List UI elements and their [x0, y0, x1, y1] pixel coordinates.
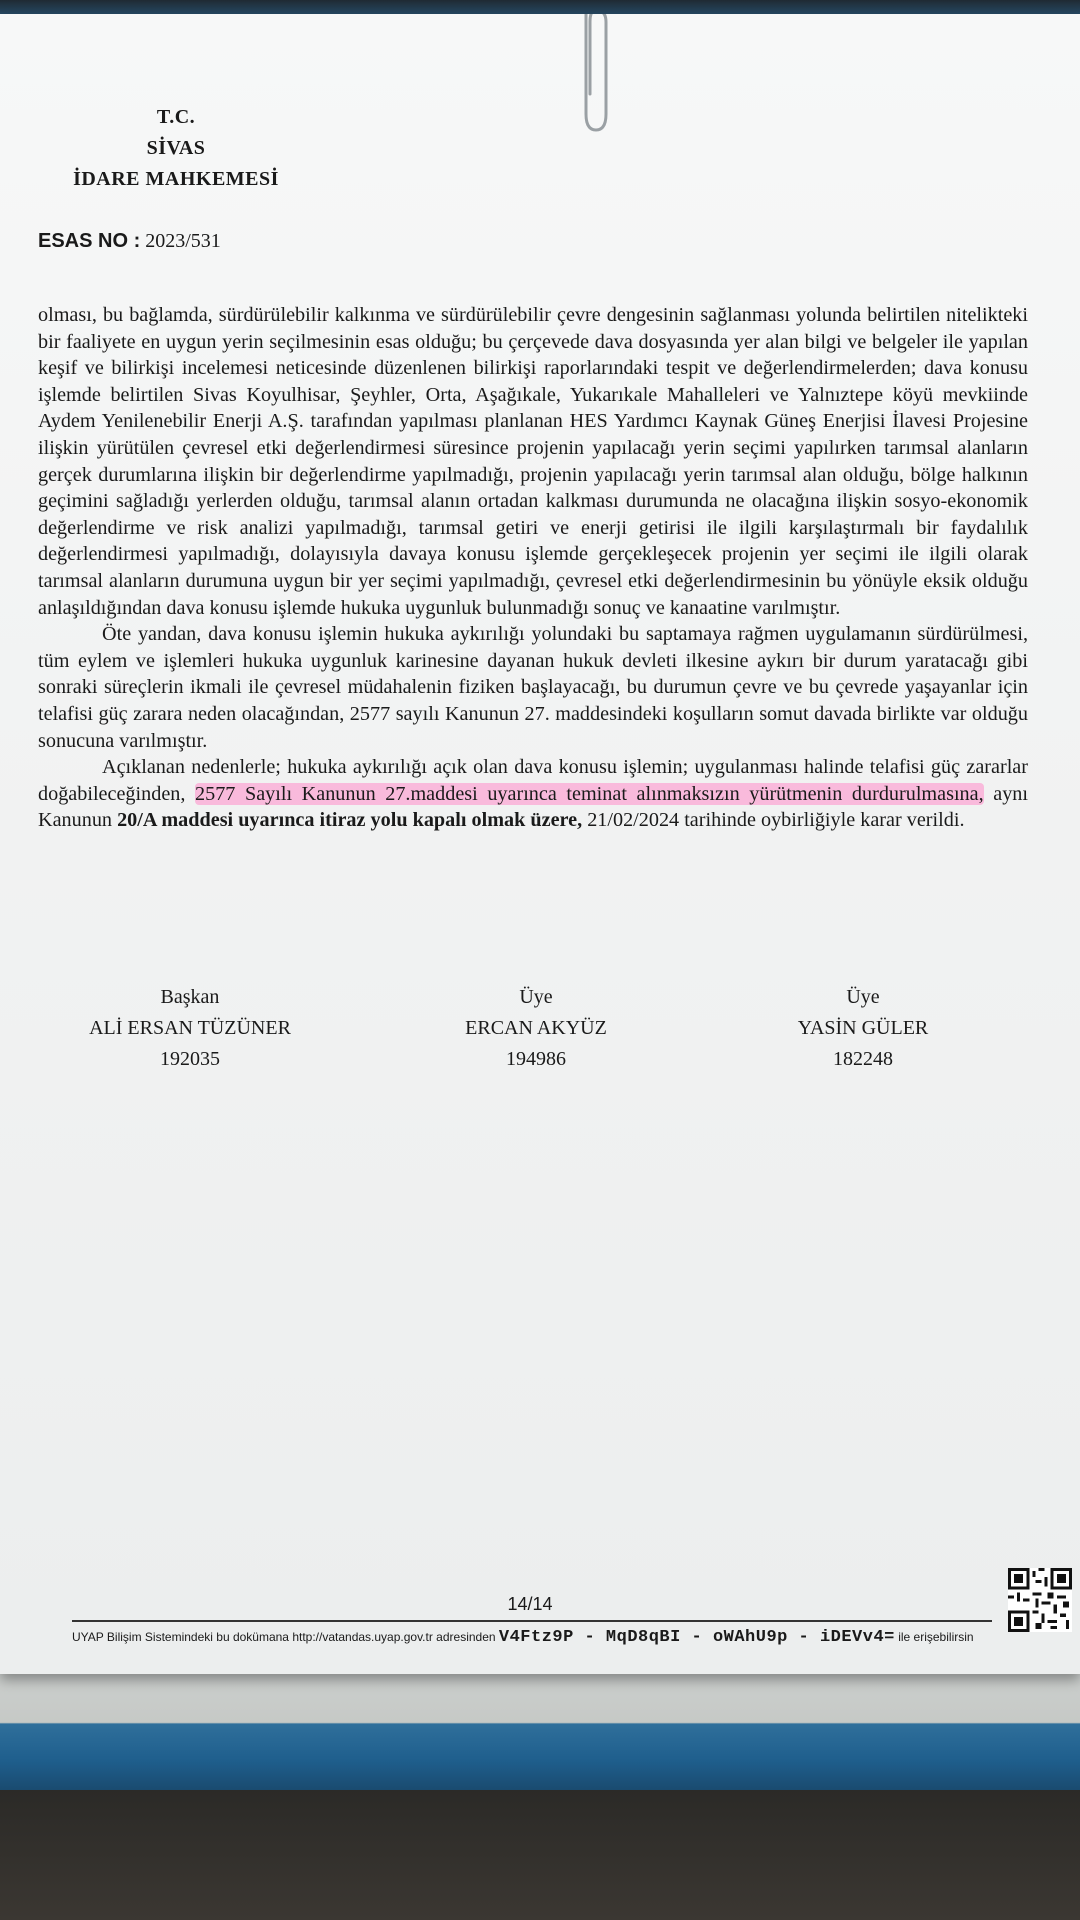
decision-text — [38, 302, 1028, 834]
highlighted-ruling: 2577 Sayılı Kanunun 27.maddesi uyarınca teminat alınmaksızın yürütmenin durdurulmasına, — [195, 782, 984, 805]
paragraph-3-end: 21/02/2024 tarihinde oybirliğiyle karar verildi. — [582, 809, 965, 832]
header-tc: T.C. — [156, 106, 196, 128]
header-city: SİVAS — [146, 137, 206, 159]
paragraph-1: olması, bu bağlamda, sürdürülebilir kalkınma ve sürdürülebilir çevre dengesinin sağlanması yolunda belirtilen nitelikteki bir faaliyete en uygun yerin seçilmesinin esas olduğu; bu çerçevede dava dosyasında yer alan bilgi ve belgeler ile yapılan keşif ve bilirkişi incelemesi neticesinde düzenlenen bilirkişi raporlarındaki tespit ve değerlendirmelerden; dava konusu işlemde belirtilen Sivas Koyulhisar, Şeyhler, Orta, Aşağıkale, Yukarıkale Mahalleleri ve Yalnıztepe köyü mevkiinde Aydem Yenilenebilir Enerji A.Ş. tarafından yapılması planlanan HES Yardımcı Kaynak Güneş Enerjisi İlavesi Projesine ilişkin yürütülen çevresel etki değerlendirmesi süresince projenin yapılacağı yerin seçimi yapılırken tarımsal alanların gerçek durumlarına ilişkin bir değerlendirme yapılmadığı, projenin yapılacağı yerin tarımsal alan olduğu, bölge halkının geçimini sağladığı yerlerden olduğu, tarımsal alanın ortadan kalkması durumunda ne olacağına ilişkin sosyo-ekonomik değerlendirme ve risk analizi yapılmadığı, tarımsal getiri ve enerji getirisi ile ilgili karşılaştırmalı bir faydalılık değerlendirmesi yapılmadığı, dolayısıyla davaya konusu işlemde gerçekleşecek projenin yer seçimi ile ilgili olarak tarımsal alanların durumuna uygun bir yer seçimi yapılmadığı, çevresel etki değerlendirmesinin bu yönüyle eksik olduğu anlaşıldığından dava konusu işlemde hukuka uygunluk bulunmadığı sonuç ve kanaatine varılmıştır. — [38, 304, 1028, 619]
uyap-footer — [72, 1628, 1002, 1647]
signature-title: Başkan — [160, 986, 220, 1008]
signature-number: 182248 — [833, 1048, 893, 1070]
signature-number: 192035 — [160, 1048, 220, 1070]
case-number — [38, 230, 221, 253]
signature-number: 194986 — [506, 1048, 566, 1070]
signature-block-president — [60, 982, 320, 1075]
paragraph-2: Öte yandan, dava konusu işlemin hukuka aykırılığı yolundaki bu saptamaya rağmen uygulamanın sürdürülmesi, tüm eylem ve işlemleri hukuka uygunluk karinesine dayanan hukuk devleti ilkesine aykırı bir durum yaratacağı gibi sonraki süreçlerin ikmali ile çevresel müdahalenin fiziken başlayacağı, bu durumun çevre ve bu çevrede yaşayanlar için telafisi güç zarara neden olacağından, 2577 sayılı Kanunun 27. maddesindeki koşulların somut davada birlikte var olduğu sonucuna varılmıştır. — [38, 623, 1028, 752]
paragraph-3 — [38, 754, 1028, 834]
paragraph-3-mid: aynı Kanunun — [38, 782, 1028, 832]
verification-code: V4Ftz9P - MqD8qBI - oWAhU9p - iDEVv4= — [498, 1628, 895, 1647]
case-number-label: ESAS NO : — [38, 230, 141, 252]
signature-name: ALİ ERSAN TÜZÜNER — [89, 1017, 291, 1039]
footer-divider — [72, 1620, 992, 1622]
footer-suffix: ile erişebilirsin — [894, 1630, 974, 1644]
signature-block-member-1 — [406, 982, 666, 1075]
signature-name: ERCAN AKYÜZ — [465, 1017, 607, 1039]
case-number-value: 2023/531 — [145, 230, 221, 252]
header-court: İDARE MAHKEMESİ — [73, 168, 279, 190]
page-number: 14/14 — [507, 1594, 553, 1614]
background-floor — [0, 1790, 1080, 1920]
signature-title: Üye — [846, 986, 880, 1008]
signature-block-member-2 — [733, 982, 993, 1075]
footer-prefix: UYAP Bilişim Sistemindeki bu dokümana http://vatandas.uyap.gov.tr adresinden — [72, 1630, 499, 1644]
signature-title: Üye — [519, 986, 553, 1008]
bold-appeal-clause: 20/A maddesi uyarınca itiraz yolu kapalı olmak üzere, — [117, 809, 583, 832]
signature-name: YASİN GÜLER — [797, 1017, 929, 1039]
document-page — [0, 14, 1080, 1674]
court-header — [56, 102, 296, 195]
paperclip-icon — [574, 14, 614, 136]
paragraph-3-start: Açıklanan nedenlerle; hukuka aykırılığı açık olan dava konusu işlemin; uygulanması halinde telafisi güç zararlar doğabileceğinden, — [38, 756, 1028, 805]
qr-code-icon — [1008, 1568, 1072, 1632]
